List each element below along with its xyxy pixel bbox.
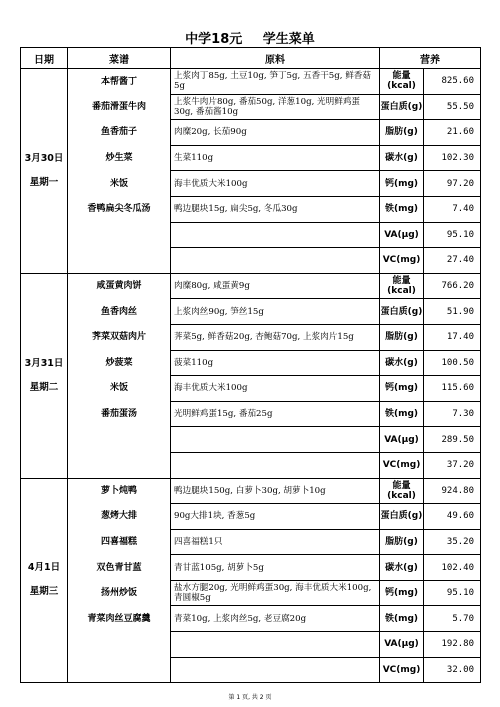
dish-name: 番茄滑蛋牛肉 (68, 94, 171, 120)
nutrition-label: 钙(mg) (380, 580, 424, 606)
table-row (21, 299, 481, 325)
nutrition-label: 能量(kcal) (380, 69, 424, 95)
dish-ingredients: 上浆肉丁85g, 土豆10g, 笋丁5g, 五香干5g, 鲜香菇5g (171, 69, 380, 95)
nutrition-value: 37.20 (424, 452, 481, 478)
dish-name: 青菜肉丝豆腐羹 (68, 606, 171, 632)
nutrition-value: 27.40 (424, 248, 481, 274)
nutrition-label: 碳水(g) (380, 555, 424, 581)
dish-ingredients: 光明鲜鸡蛋15g, 番茄25g (171, 401, 380, 427)
nutrition-value: 7.30 (424, 401, 481, 427)
table-row (21, 632, 481, 658)
day-cell (21, 273, 68, 478)
dish-ingredients (171, 452, 380, 478)
dish-ingredients: 鸭边腿块15g, 扁尖5g, 冬瓜30g (171, 196, 380, 222)
day-cell (21, 478, 68, 683)
nutrition-label: 钙(mg) (380, 376, 424, 402)
nutrition-value: 115.60 (424, 376, 481, 402)
table-row (21, 196, 481, 222)
dish-name: 鱼香茄子 (68, 120, 171, 146)
table-row (21, 504, 481, 530)
nutrition-value: 97.20 (424, 171, 481, 197)
nutrition-label: VC(mg) (380, 657, 424, 683)
dish-name: 炒生菜 (68, 145, 171, 171)
nutrition-value: 100.50 (424, 350, 481, 376)
nutrition-label: 脂肪(g) (380, 120, 424, 146)
dish-name: 萝卜炖鸭 (68, 478, 171, 504)
nutrition-label: VA(μg) (380, 632, 424, 658)
day-weekday: 星期一 (29, 176, 59, 188)
dish-name (68, 248, 171, 274)
table-row (21, 580, 481, 606)
table-row (21, 427, 481, 453)
dish-name: 米饭 (68, 171, 171, 197)
nutrition-value: 102.40 (424, 555, 481, 581)
dish-ingredients: 上浆肉丝90g, 笋丝15g (171, 299, 380, 325)
dish-name: 米饭 (68, 376, 171, 402)
nutrition-label: VA(μg) (380, 427, 424, 453)
table-row (21, 171, 481, 197)
nutrition-value: 21.60 (424, 120, 481, 146)
dish-name: 葱烤大排 (68, 504, 171, 530)
dish-ingredients: 肉糜80g, 咸蛋黄9g (171, 273, 380, 299)
dish-ingredients: 肉糜20g, 长茄90g (171, 120, 380, 146)
day-weekday: 星期三 (29, 586, 59, 598)
table-row (21, 478, 481, 504)
nutrition-value: 766.20 (424, 273, 481, 299)
nutrition-label: 蛋白质(g) (380, 94, 424, 120)
dish-name: 四喜福糕 (68, 529, 171, 555)
table-row (21, 120, 481, 146)
table-row (21, 324, 481, 350)
header-row (21, 48, 481, 69)
dish-name (68, 427, 171, 453)
nutrition-label: 钙(mg) (380, 171, 424, 197)
table-row (21, 555, 481, 581)
dish-ingredients (171, 248, 380, 274)
title-menu: 学生菜单 (262, 32, 315, 47)
table-row (21, 376, 481, 402)
table-row (21, 248, 481, 274)
nutrition-value: 55.50 (424, 94, 481, 120)
nutrition-value: 35.20 (424, 529, 481, 555)
dish-name: 番茄蛋汤 (68, 401, 171, 427)
nutrition-value: 17.40 (424, 324, 481, 350)
dish-ingredients: 生菜110g (171, 145, 380, 171)
nutrition-value: 7.40 (424, 196, 481, 222)
dish-ingredients: 鸭边腿块150g, 白萝卜30g, 胡萝卜10g (171, 478, 380, 504)
nutrition-label: 脂肪(g) (380, 529, 424, 555)
nutrition-value: 51.90 (424, 299, 481, 325)
dish-ingredients: 青甘蓝105g, 胡萝卜5g (171, 555, 380, 581)
table-row (21, 145, 481, 171)
dish-ingredients (171, 657, 380, 683)
nutrition-label: 能量(kcal) (380, 478, 424, 504)
day-cell (21, 69, 68, 274)
table-row (21, 69, 481, 95)
dish-name (68, 657, 171, 683)
dish-name: 咸蛋黄肉饼 (68, 273, 171, 299)
nutrition-label: 碳水(g) (380, 145, 424, 171)
dish-name: 扬州炒饭 (68, 580, 171, 606)
header-ingredients: 原料 (171, 48, 380, 69)
dish-name: 荠菜双菇肉片 (68, 324, 171, 350)
dish-ingredients (171, 222, 380, 248)
day-date: 3月31日 (24, 357, 64, 369)
dish-ingredients: 菠菜110g (171, 350, 380, 376)
header-nutrition: 营养 (380, 48, 481, 69)
dish-ingredients (171, 632, 380, 658)
header-date: 日期 (21, 48, 68, 69)
dish-name: 本帮酱丁 (68, 69, 171, 95)
dish-name (68, 632, 171, 658)
nutrition-value: 825.60 (424, 69, 481, 95)
table-row (21, 94, 481, 120)
nutrition-value: 32.00 (424, 657, 481, 683)
nutrition-label: VC(mg) (380, 452, 424, 478)
table-row (21, 657, 481, 683)
dish-ingredients: 海丰优质大米100g (171, 171, 380, 197)
dish-name: 双色青甘蓝 (68, 555, 171, 581)
nutrition-label: 蛋白质(g) (380, 504, 424, 530)
nutrition-value: 924.80 (424, 478, 481, 504)
table-row (21, 350, 481, 376)
day-date: 3月30日 (24, 152, 64, 164)
table-row (21, 273, 481, 299)
nutrition-label: 铁(mg) (380, 196, 424, 222)
dish-ingredients: 90g大排1块, 香葱5g (171, 504, 380, 530)
nutrition-label: VA(μg) (380, 222, 424, 248)
dish-name: 鱼香肉丝 (68, 299, 171, 325)
menu-table (20, 47, 481, 683)
dish-ingredients (171, 427, 380, 453)
page-title (0, 28, 500, 47)
day-weekday: 星期二 (29, 381, 59, 393)
table-row (21, 529, 481, 555)
dish-ingredients: 上浆牛肉片80g, 番茄50g, 洋葱10g, 光明鲜鸡蛋30g, 番茄酱10g (171, 94, 380, 120)
dish-ingredients: 海丰优质大米100g (171, 376, 380, 402)
nutrition-label: 铁(mg) (380, 401, 424, 427)
header-dish: 菜谱 (68, 48, 171, 69)
table-row (21, 452, 481, 478)
nutrition-value: 192.80 (424, 632, 481, 658)
page-footer: 第 1 页, 共 2 页 (228, 694, 272, 701)
dish-ingredients: 荠菜5g, 鲜香菇20g, 杏鲍菇70g, 上浆肉片15g (171, 324, 380, 350)
dish-name (68, 452, 171, 478)
nutrition-label: 铁(mg) (380, 606, 424, 632)
dish-ingredients: 四喜福糕1只 (171, 529, 380, 555)
dish-name: 炒菠菜 (68, 350, 171, 376)
nutrition-value: 95.10 (424, 222, 481, 248)
day-date: 4月1日 (27, 562, 61, 574)
nutrition-value: 5.70 (424, 606, 481, 632)
table-row (21, 222, 481, 248)
table-row (21, 401, 481, 427)
nutrition-value: 49.60 (424, 504, 481, 530)
nutrition-value: 95.10 (424, 580, 481, 606)
dish-name: 香鸭扁尖冬瓜汤 (68, 196, 171, 222)
nutrition-label: VC(mg) (380, 248, 424, 274)
nutrition-value: 102.30 (424, 145, 481, 171)
table-row (21, 606, 481, 632)
dish-name (68, 222, 171, 248)
nutrition-value: 289.50 (424, 427, 481, 453)
title-school: 中学18元 (185, 32, 243, 47)
nutrition-label: 脂肪(g) (380, 324, 424, 350)
dish-ingredients: 青菜10g, 上浆肉丝5g, 老豆腐20g (171, 606, 380, 632)
nutrition-label: 蛋白质(g) (380, 299, 424, 325)
nutrition-label: 能量(kcal) (380, 273, 424, 299)
nutrition-label: 碳水(g) (380, 350, 424, 376)
dish-ingredients: 盐水方腿20g, 光明鲜鸡蛋30g, 海丰优质大米100g, 青圆椒5g (171, 580, 380, 606)
